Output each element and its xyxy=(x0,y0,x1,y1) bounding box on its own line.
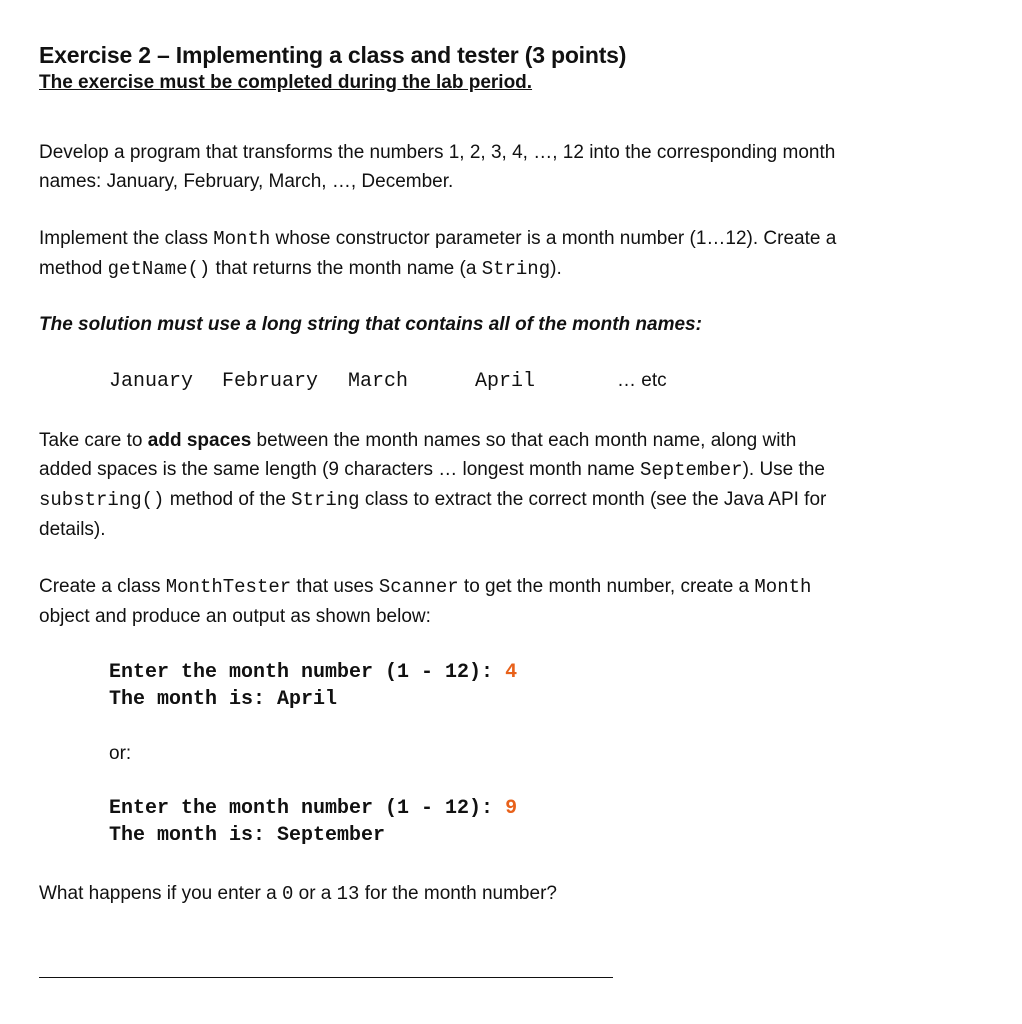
prompt-line-1 xyxy=(109,659,969,686)
create-text-2: that uses xyxy=(291,576,379,597)
take-care-text-6: class to extract the correct month (see the Java API for xyxy=(359,489,827,510)
create-line-2: object and produce an output as shown below: xyxy=(39,606,431,627)
etc-label: … etc xyxy=(617,370,667,391)
implement-paragraph xyxy=(39,224,969,284)
monthtester-code: MonthTester xyxy=(165,576,292,598)
user-input-2: 9 xyxy=(505,797,518,820)
take-care-line-4: details). xyxy=(39,519,106,540)
create-text-1: Create a class xyxy=(39,576,166,597)
exercise-title: Exercise 2 – Implementing a class and tester (3 points) xyxy=(39,42,627,68)
month-february: February xyxy=(222,370,319,393)
create-text-3: to get the month number, create a xyxy=(458,576,755,597)
take-care-line-1 xyxy=(39,426,969,455)
take-care-line-3 xyxy=(39,485,969,515)
implement-text-1: Implement the class xyxy=(39,228,214,249)
lab-period-note: The exercise must be completed during the lab period. xyxy=(39,72,533,93)
create-paragraph xyxy=(39,572,969,631)
implement-text-5: ). xyxy=(550,258,562,279)
month-april: April xyxy=(475,370,536,393)
scanner-code: Scanner xyxy=(378,576,459,598)
question-line xyxy=(39,879,969,909)
month-string-example xyxy=(109,370,969,396)
substring-code: substring() xyxy=(39,489,165,511)
string-class-code: String xyxy=(291,489,360,511)
getname-code: getName() xyxy=(107,258,211,280)
month-march: March xyxy=(348,370,409,393)
question-text-1: What happens if you enter a xyxy=(39,883,282,904)
take-care-text-2: between the month names so that each month name, along with xyxy=(251,430,797,451)
sample-output-1 xyxy=(109,659,969,713)
take-care-text-4: ). Use the xyxy=(742,459,825,480)
intro-line-2: names: January, February, March, …, December. xyxy=(39,171,454,192)
month-object-code: Month xyxy=(754,576,812,598)
september-code: September xyxy=(639,459,743,481)
month-january: January xyxy=(109,370,194,393)
take-care-line-2 xyxy=(39,455,969,485)
implement-text-3: method xyxy=(39,258,108,279)
take-care-paragraph xyxy=(39,426,969,544)
result-line-1: The month is: April xyxy=(109,688,338,711)
zero-code: 0 xyxy=(281,883,294,905)
intro-line-1: Develop a program that transforms the numbers 1, 2, 3, 4, …, 12 into the corresponding month xyxy=(39,142,836,163)
result-line-2: The month is: September xyxy=(109,824,386,847)
implement-line-2 xyxy=(39,254,969,284)
requirement-text: The solution must use a long string that contains all of the month names: xyxy=(39,314,702,335)
take-care-text-3: added spaces is the same length (9 characters … longest month name xyxy=(39,459,640,480)
thirteen-code: 13 xyxy=(336,883,360,905)
implement-text-2: whose constructor parameter is a month number (1…12). Create a xyxy=(270,228,837,249)
implement-text-4: that returns the month name (a xyxy=(210,258,482,279)
take-care-text-5: method of the xyxy=(164,489,292,510)
prompt-text-1: Enter the month number (1 - 12): xyxy=(109,661,506,684)
string-code: String xyxy=(481,258,551,280)
create-line-1 xyxy=(39,572,969,602)
implement-line-1 xyxy=(39,224,969,254)
prompt-text-2: Enter the month number (1 - 12): xyxy=(109,797,506,820)
prompt-line-2 xyxy=(109,795,969,822)
question-text-2: or a xyxy=(293,883,337,904)
answer-line xyxy=(39,977,613,978)
take-care-text-1: Take care to xyxy=(39,430,148,451)
add-spaces-emphasis: add spaces xyxy=(147,430,252,451)
or-label: or: xyxy=(109,743,132,764)
intro-paragraph xyxy=(39,138,969,196)
user-input-1: 4 xyxy=(505,661,518,684)
month-class-code: Month xyxy=(213,228,271,250)
question-text-3: for the month number? xyxy=(359,883,557,904)
exercise-page xyxy=(39,40,969,909)
sample-output-2 xyxy=(109,795,969,849)
